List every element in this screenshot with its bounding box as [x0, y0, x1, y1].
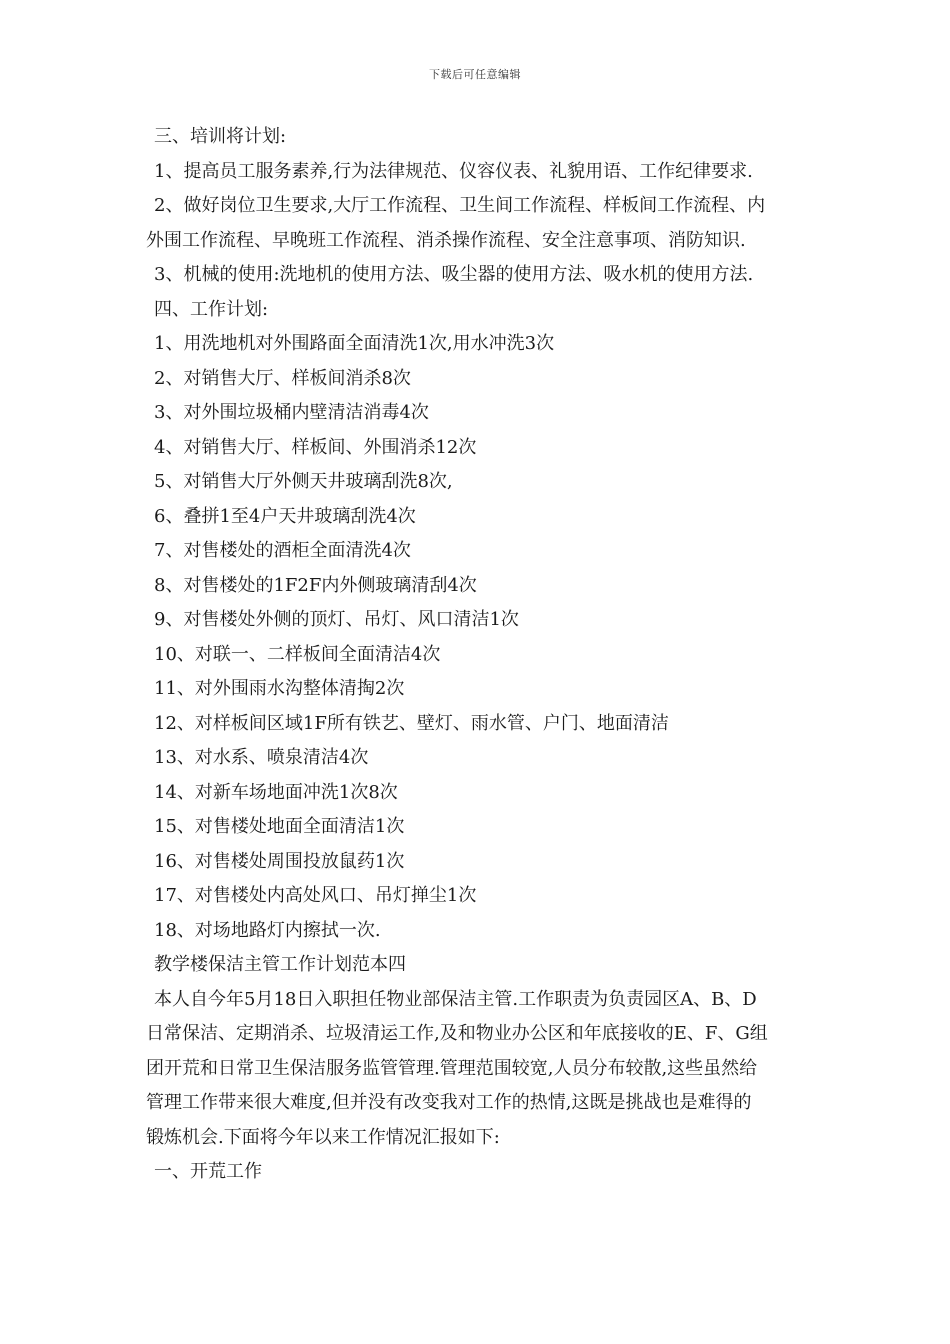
section-heading-work-plan: 四、工作计划: [154, 298, 269, 320]
list-item: 2、对销售大厅、样板间消杀8次 [154, 367, 411, 389]
list-item: 7、对售楼处的酒柜全面清洗4次 [154, 540, 411, 561]
list-item: 5、对销售大厅外侧天井玻璃刮洗8次, [154, 471, 453, 492]
document-body [146, 120, 816, 1190]
list-item: 9、对售楼处外侧的顶灯、吊灯、风口清洁1次 [154, 609, 519, 630]
list-item: 13、对水系、喷泉清洁4次 [154, 747, 369, 768]
list-item: 3、机械的使用:洗地机的使用方法、吸尘器的使用方法、吸水机的使用方法. [154, 264, 754, 285]
list-item: 17、对售楼处内高处风口、吊灯掸尘1次 [154, 885, 477, 906]
list-item: 11、对外围雨水沟整体清掏2次 [154, 678, 405, 699]
list-item: 3、对外围垃圾桶内壁清洁消毒4次 [154, 402, 429, 423]
list-item: 4、对销售大厅、样板间、外围消杀12次 [154, 436, 477, 458]
list-item: 15、对售楼处地面全面清洁1次 [154, 816, 405, 837]
section-heading-training: 三、培训将计划: [154, 126, 287, 147]
list-item: 2、做好岗位卫生要求,大厅工作流程、卫生间工作流程、样板间工作流程、内 [154, 195, 766, 216]
list-item: 16、对售楼处周围投放鼠药1次 [154, 850, 405, 872]
paragraph-line: 管理工作带来很大难度,但并没有改变我对工作的热情,这既是挑战也是难得的 [146, 1092, 752, 1113]
paragraph-line: 日常保洁、定期消杀、垃圾清运工作,及和物业办公区和年底接收的E、F、G组 [146, 1023, 768, 1044]
list-item: 1、提高员工服务素养,行为法律规范、仪容仪表、礼貌用语、工作纪律要求. [154, 160, 753, 182]
list-item: 14、对新车场地面冲洗1次8次 [154, 781, 398, 803]
page-header: 下载后可任意编辑 [429, 68, 521, 81]
list-item-continuation: 外围工作流程、早晚班工作流程、消杀操作流程、安全注意事项、消防知识. [146, 229, 746, 251]
list-item: 1、用洗地机对外围路面全面清洗1次,用水冲洗3次 [154, 333, 555, 354]
paragraph-line: 锻炼机会.下面将今年以来工作情况汇报如下: [146, 1126, 500, 1148]
list-item: 8、对售楼处的1F2F内外侧玻璃清刮4次 [154, 574, 477, 596]
list-item: 10、对联一、二样板间全面清洁4次 [154, 643, 441, 665]
paragraph-line: 团开荒和日常卫生保洁服务监管管理.管理范围较宽,人员分布较散,这些虽然给 [146, 1057, 758, 1079]
list-item: 6、叠拼1至4户天井玻璃刮洗4次 [154, 505, 416, 527]
section-title: 教学楼保洁主管工作计划范本四 [154, 954, 406, 975]
list-item: 12、对样板间区域1F所有铁艺、壁灯、雨水管、户门、地面清洁 [154, 712, 669, 734]
section-heading-cleanup: 一、开荒工作 [154, 1161, 262, 1182]
paragraph-line: 本人自今年5月18日入职担任物业部保洁主管.工作职责为负责园区A、B、D [154, 988, 757, 1010]
list-item: 18、对场地路灯内擦拭一次. [154, 919, 381, 941]
